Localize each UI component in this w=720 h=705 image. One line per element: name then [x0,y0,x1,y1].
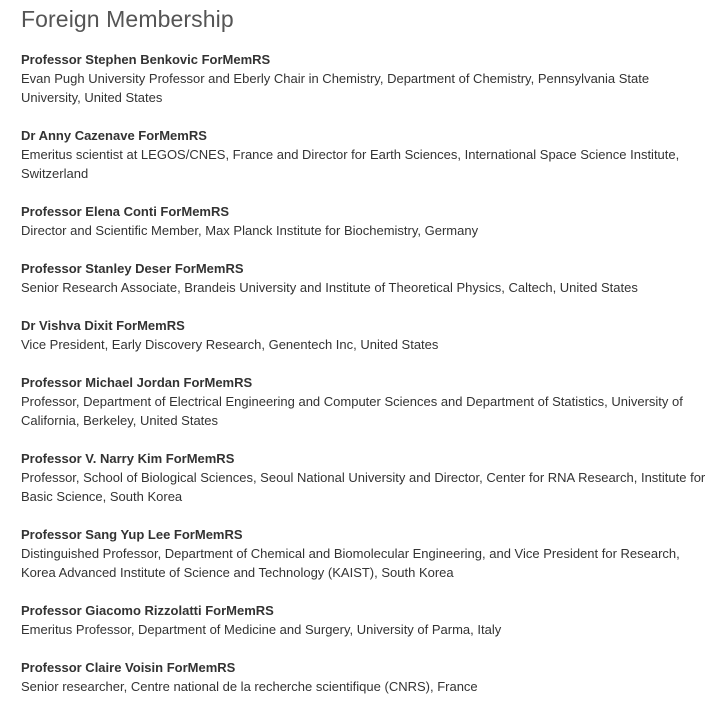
member-name: Professor V. Narry Kim ForMemRS [21,451,235,466]
member-affiliation: Senior researcher, Centre national de la recherche scientifique (CNRS), France [21,679,478,694]
member-name: Professor Michael Jordan ForMemRS [21,375,253,390]
member-entry [21,126,706,183]
section-title: Foreign Membership [21,6,234,32]
member-affiliation: Professor, School of Biological Sciences, Seoul National University and Director, Center for RNA Research, Institute for Basic Science, South Korea [21,470,706,504]
member-entry [21,50,706,107]
member-affiliation: Evan Pugh University Professor and Eberly Chair in Chemistry, Department of Chemistry, Pennsylvania State University, United States [21,71,650,105]
member-entry [21,601,706,639]
member-affiliation: Emeritus Professor, Department of Medicine and Surgery, University of Parma, Italy [21,622,502,637]
member-affiliation: Professor, Department of Electrical Engineering and Computer Sciences and Department of Statistics, University of California, Berkeley, United States [21,394,683,428]
member-entry [21,658,706,696]
member-affiliation: Distinguished Professor, Department of Chemical and Biomolecular Engineering, and Vice President for Research, Korea Advanced Institute of Science and Technology (KAIST), South Korea [21,546,680,580]
member-affiliation: Director and Scientific Member, Max Planck Institute for Biochemistry, Germany [21,223,479,238]
member-affiliation: Vice President, Early Discovery Research, Genentech Inc, United States [21,337,439,352]
member-affiliation: Emeritus scientist at LEGOS/CNES, France and Director for Earth Sciences, International Space Science Institute, Switzerland [21,147,680,181]
member-entry [21,449,706,506]
member-name: Professor Sang Yup Lee ForMemRS [21,527,243,542]
member-name: Professor Claire Voisin ForMemRS [21,660,236,675]
member-entry [21,316,706,354]
member-entry [21,373,706,430]
member-entry [21,525,706,582]
member-name: Dr Vishva Dixit ForMemRS [21,318,185,333]
member-name: Professor Giacomo Rizzolatti ForMemRS [21,603,274,618]
member-list [21,50,706,696]
member-affiliation: Senior Research Associate, Brandeis University and Institute of Theoretical Physics, Caltech, United States [21,280,638,295]
member-name: Professor Stephen Benkovic ForMemRS [21,52,271,67]
member-entry [21,202,706,240]
member-name: Professor Elena Conti ForMemRS [21,204,230,219]
member-entry [21,259,706,297]
member-name: Professor Stanley Deser ForMemRS [21,261,244,276]
member-name: Dr Anny Cazenave ForMemRS [21,128,207,143]
